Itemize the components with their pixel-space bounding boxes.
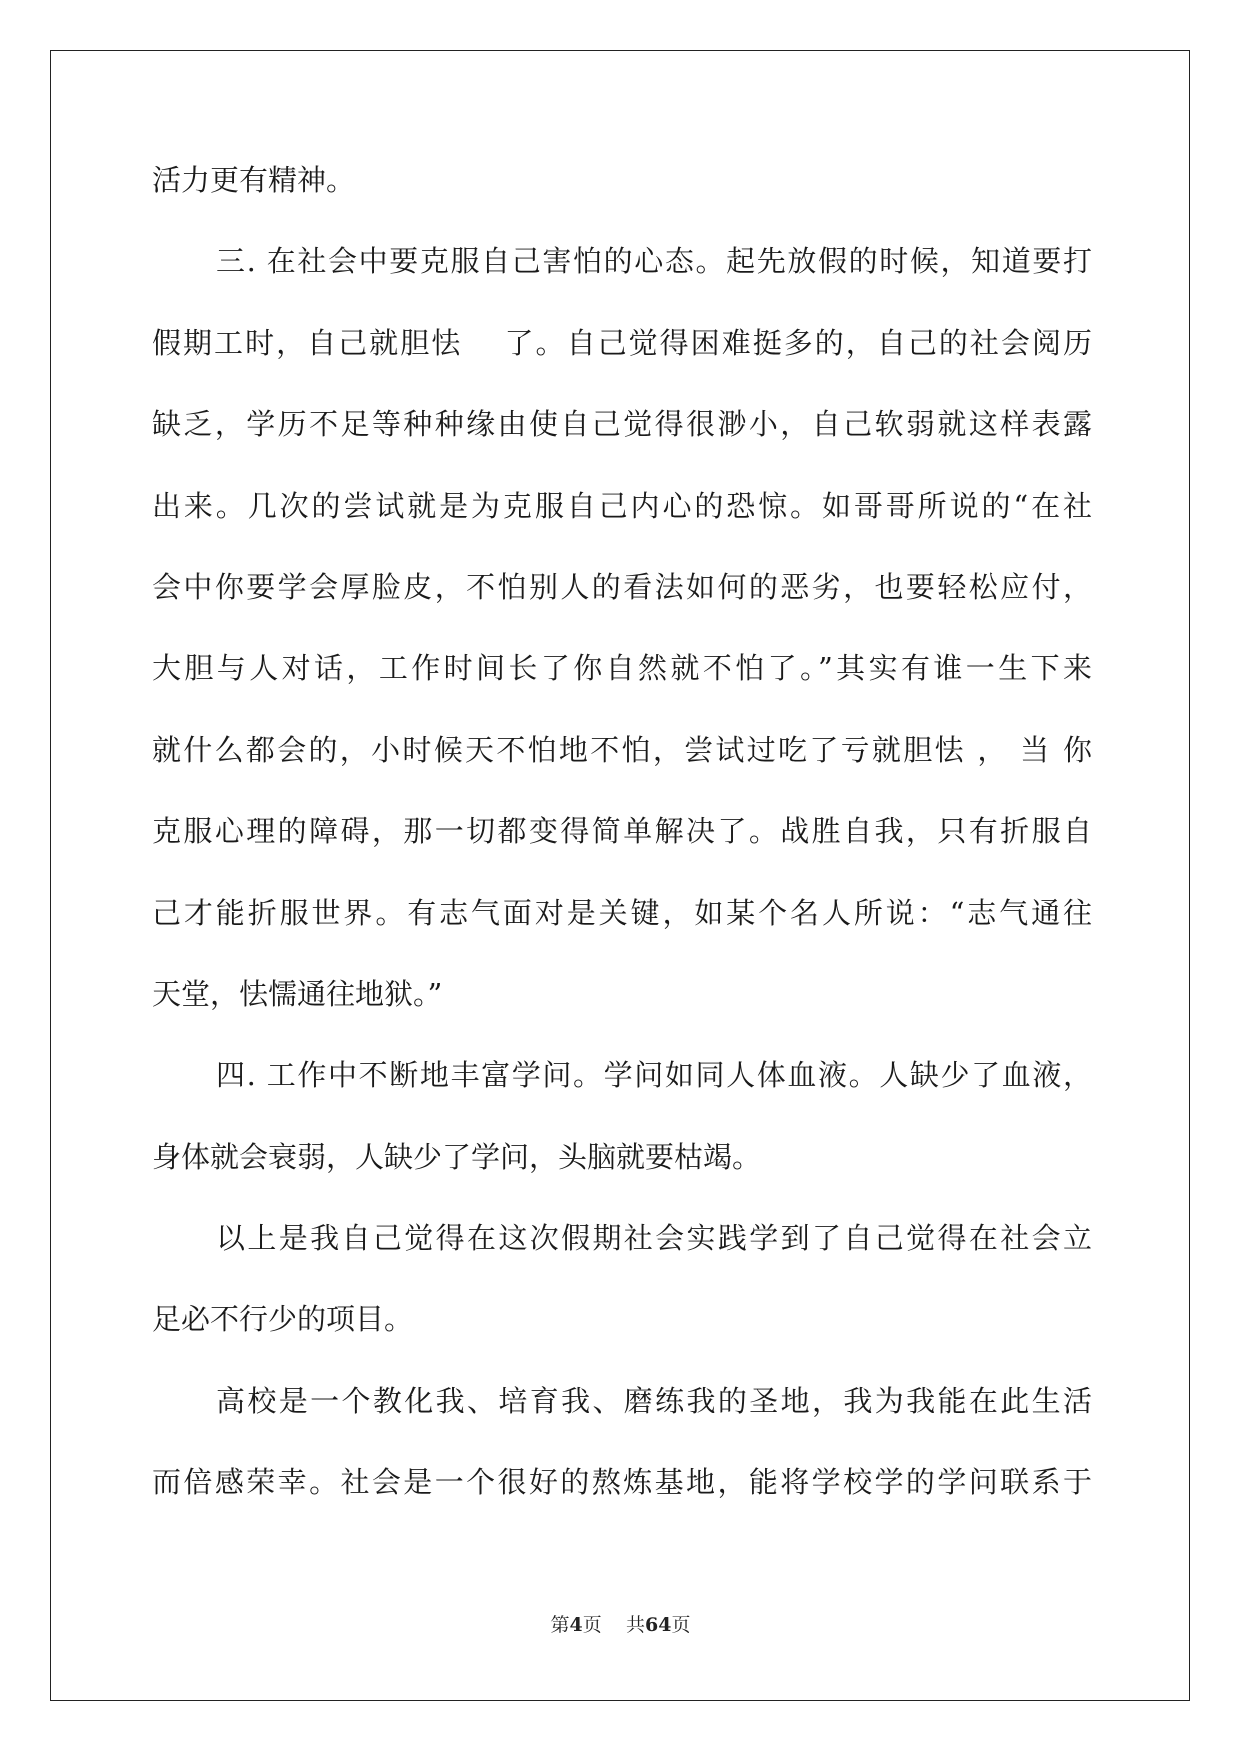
page-prefix: 第 <box>550 1614 570 1636</box>
total-pages: 64 <box>644 1614 672 1636</box>
total-prefix: 共 <box>625 1614 645 1636</box>
document-body <box>152 140 1092 1524</box>
text-line-13: 身体就会衰弱，人缺少了学问，头脑就要枯竭。 <box>152 1139 762 1174</box>
text-line-17: 而倍感荣幸。社会是一个很好的熬炼基地，能将学校学的学问联系于 <box>152 1465 1092 1500</box>
text-line-5: 出来。几次的尝试就是为克服自己内心的恐惊。如哥哥所说的“在社 <box>152 488 1092 523</box>
text-line-6: 会中你要学会厚脸皮，不怕别人的看法如何的恶劣，也要轻松应付， <box>152 569 1092 604</box>
text-line-16: 高校是一个教化我、培育我、磨练我的圣地，我为我能在此生活 <box>216 1383 1092 1418</box>
text-line-12: 四. 工作中不断地丰富学问。学问如同人体血液。人缺少了血液， <box>216 1058 1092 1093</box>
total-suffix: 页 <box>671 1614 691 1636</box>
text-line-4: 缺乏，学历不足等种种缘由使自己觉得很渺小，自己软弱就这样表露 <box>152 407 1092 442</box>
text-line-3: 假期工时，自己就胆怯 了。自己觉得困难挺多的，自己的社会阅历 <box>152 325 1092 360</box>
text-line-8: 就什么都会的，小时候天不怕地不怕，尝试过吃了亏就胆怯 ， 当 你 <box>152 732 1092 767</box>
text-line-1: 活力更有精神。 <box>152 163 356 197</box>
text-line-14: 以上是我自己觉得在这次假期社会实践学到了自己觉得在社会立 <box>216 1221 1092 1256</box>
text-line-10: 己才能折服世界。有志气面对是关键，如某个名人所说：“志气通往 <box>152 895 1092 930</box>
text-line-11: 天堂，怯懦通往地狱。” <box>152 976 443 1011</box>
text-line-7: 大胆与人对话，工作时间长了你自然就不怕了。”其实有谁一生下来 <box>152 651 1092 686</box>
page-footer <box>0 1610 1241 1637</box>
text-line-9: 克服心理的障碍，那一切都变得简单解决了。战胜自我，只有折服自 <box>152 814 1092 849</box>
text-line-2: 三. 在社会中要克服自己害怕的心态。起先放假的时候，知道要打 <box>216 244 1092 279</box>
page-number: 4 <box>569 1614 583 1636</box>
page-suffix: 页 <box>582 1614 602 1636</box>
text-line-15: 足必不行少的项目。 <box>152 1302 414 1337</box>
